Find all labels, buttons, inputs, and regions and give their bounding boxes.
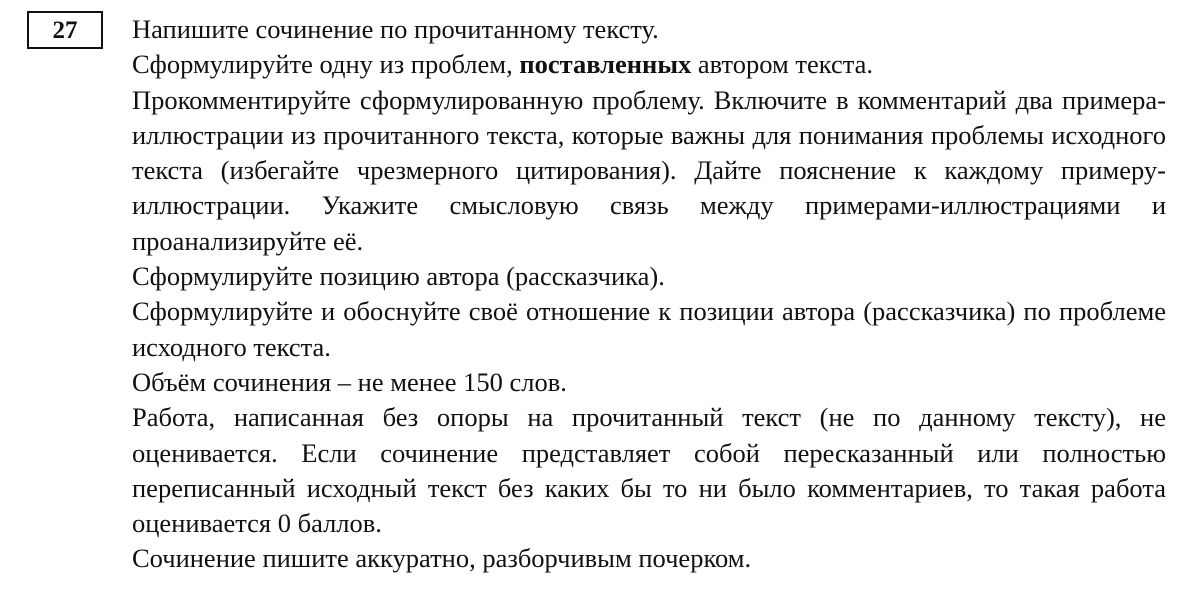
instruction-paragraph-8: Сочинение пишите аккуратно, разборчивым почерком. (132, 543, 752, 574)
instruction-line-2-bold: поставленных (519, 49, 692, 80)
instruction-paragraph-7: Работа, написанная без опоры на прочитанный текст (не по данному тексту), не оценивается. Если сочинение представляет собой пересказанный или полностью переписанный исходный текст без каких бы то ни было комментариев, то такая работа оценивается 0 баллов. (132, 402, 1166, 539)
task-number: 27 (52, 16, 78, 44)
instruction-paragraph-6: Объём сочинения – не менее 150 слов. (132, 366, 567, 397)
task-number-box (27, 11, 103, 49)
instruction-paragraph-5: Сформулируйте и обоснуйте своё отношение к позиции автора (рассказчика) по проблеме исходного текста. (132, 296, 1166, 362)
instruction-paragraph-4: Сформулируйте позицию автора (рассказчика). (132, 261, 665, 292)
instruction-line-2-end: автором текста. (691, 49, 874, 80)
instruction-line-1: Напишите сочинение по прочитанному тексту. (132, 14, 659, 44)
instruction-line-2-start: Сформулируйте одну из проблем, (132, 49, 520, 80)
task-instructions (132, 12, 1166, 577)
instruction-line-2 (132, 47, 1166, 82)
instruction-paragraph-3: Прокомментируйте сформулированную проблему. Включите в комментарий два примера-иллюстрации из прочитанного текста, которые важны для понимания проблемы исходного текста (избегайте чрезмерного цитирования). Дайте пояснение к каждому примеру-иллюстрации. Укажите смысловую связь между примерами-иллюстрациями и проанализируйте её. (132, 84, 1166, 256)
